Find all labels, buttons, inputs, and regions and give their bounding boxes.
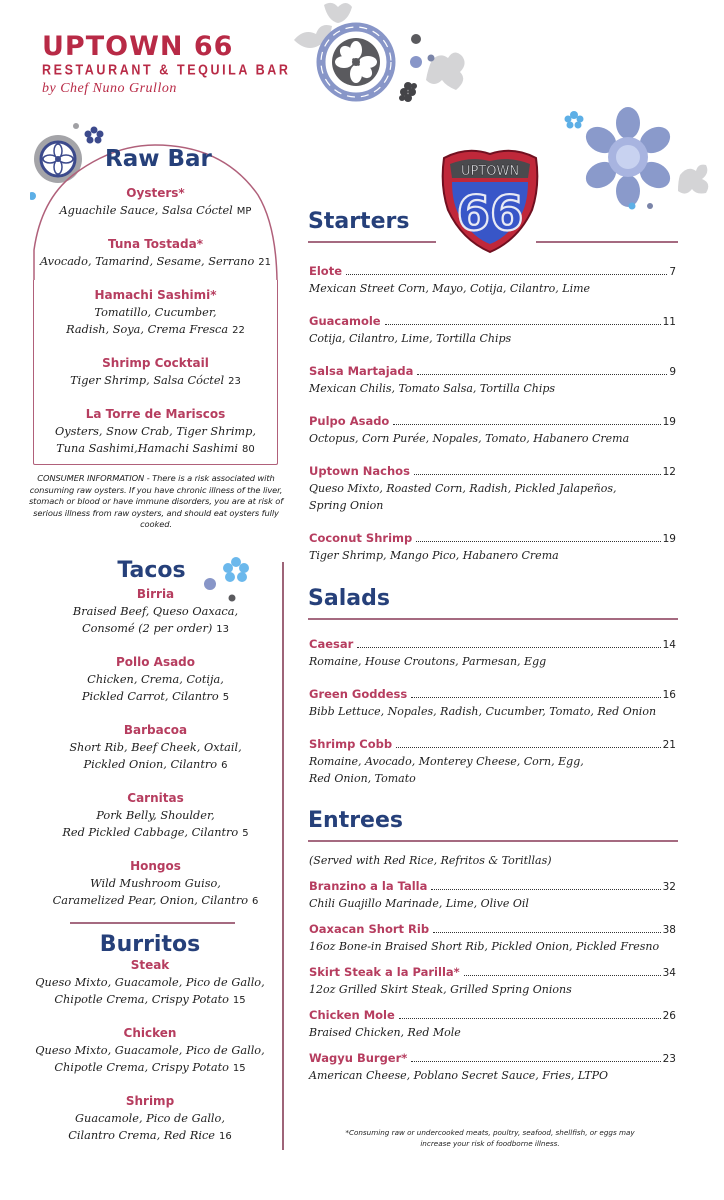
raw-bar-item: [33, 287, 278, 339]
item-price: 19: [662, 416, 676, 428]
logo-top-text: UPTOWN: [460, 164, 520, 179]
item-name: Carnitas: [127, 791, 184, 805]
item-desc: Wild Mushroom Guiso,: [90, 877, 221, 890]
burrito-item: [20, 1093, 280, 1145]
item-desc: Avocado, Tamarind, Sesame, Serrano: [39, 255, 255, 268]
item-desc: Queso Mixto, Guacamole, Pico de Gallo,: [35, 976, 265, 989]
item-name: La Torre de Mariscos: [85, 407, 226, 421]
item-name: Chicken: [123, 1026, 177, 1040]
tacos-title: Tacos: [117, 558, 186, 583]
divider: [70, 922, 235, 924]
item-name: Wagyu Burger*: [309, 1051, 408, 1065]
item-name: Chicken Mole: [309, 1008, 395, 1022]
item-name: Oysters*: [126, 186, 185, 200]
item-name: Pulpo Asado: [309, 414, 390, 428]
salad-item: [309, 636, 676, 670]
item-desc: Short Rib, Beef Cheek, Oxtail,: [69, 741, 242, 754]
leader-dots: [414, 474, 661, 475]
item-name: Hamachi Sashimi*: [94, 288, 217, 302]
flower-right-decoration-icon: [560, 105, 724, 215]
raw-bar-item: [33, 355, 278, 390]
item-name: Steak: [130, 958, 170, 972]
raw-bar-title: Raw Bar: [105, 146, 212, 172]
item-desc: Romaine, House Croutons, Parmesan, Egg: [309, 655, 547, 668]
leader-dots: [357, 647, 660, 648]
entree-item: [309, 878, 676, 912]
item-desc: Guacamole, Pico de Gallo,: [75, 1112, 225, 1125]
starters-title: Starters: [308, 209, 410, 234]
item-desc: Pickled Onion, Cilantro: [83, 758, 218, 771]
starter-item: [309, 413, 676, 447]
item-desc: Tuna Sashimi,Hamachi Sashimi: [56, 442, 239, 455]
item-desc: Queso Mixto, Roasted Corn, Radish, Pickled Jalapeños,: [309, 482, 617, 495]
brand-subtitle: RESTAURANT & TEQUILA BAR: [42, 62, 291, 79]
item-desc: Mexican Street Corn, Mayo, Cotija, Cilantro, Lime: [309, 282, 591, 295]
item-price: 19: [662, 533, 676, 545]
item-desc: 12oz Grilled Skirt Steak, Grilled Spring Onions: [309, 983, 572, 996]
item-name: Pollo Asado: [115, 655, 196, 669]
item-desc: Braised Beef, Queso Oaxaca,: [72, 605, 239, 618]
item-price: 80: [242, 444, 255, 455]
item-price: 14: [662, 639, 676, 651]
leader-dots: [346, 274, 667, 275]
leader-dots: [417, 374, 667, 375]
item-price: 12: [662, 466, 676, 478]
burritos-section: [20, 932, 280, 1145]
item-name: Salsa Martajada: [309, 364, 414, 378]
item-desc: Aguachile Sauce, Salsa Cóctel: [59, 204, 233, 217]
leader-dots: [416, 541, 660, 542]
entrees-rule: [308, 840, 678, 842]
item-price: 13: [216, 624, 230, 635]
item-desc: Radish, Soya, Crema Fresca: [66, 323, 229, 336]
item-desc: Mexican Chilis, Tomato Salsa, Tortilla Chips: [309, 382, 556, 395]
leader-dots: [431, 889, 660, 890]
item-desc: 16oz Bone-in Braised Short Rib, Pickled Onion, Pickled Fresno: [309, 940, 660, 953]
item-price: 32: [662, 881, 676, 893]
item-price: 5: [222, 692, 230, 703]
raw-bar-item: [33, 236, 278, 271]
item-name: Shrimp Cocktail: [102, 356, 209, 370]
item-desc: Bibb Lettuce, Nopales, Radish, Cucumber, Tomato, Red Onion: [309, 705, 657, 718]
item-name: Hongos: [130, 859, 181, 873]
leader-dots: [464, 975, 661, 976]
item-price: 5: [242, 828, 249, 839]
taco-item: [33, 654, 278, 706]
foodborne-illness-footnote: *Consuming raw or undercooked meats, poultry, seafood, shellfish, or eggs may increase your risk of foodborne illness.: [345, 1128, 635, 1148]
item-name: Guacamole: [309, 314, 381, 328]
item-desc: Cotija, Cilantro, Lime, Tortilla Chips: [309, 332, 512, 345]
item-price: 6: [252, 896, 259, 907]
item-name: Skirt Steak a la Parilla*: [309, 965, 460, 979]
item-price: 23: [662, 1053, 676, 1065]
entree-item: [309, 921, 676, 955]
starter-item: [309, 263, 676, 297]
item-desc: Consomé (2 per order): [81, 622, 213, 635]
item-desc: Chipotle Crema, Crispy Potato: [54, 993, 229, 1006]
item-desc: Romaine, Avocado, Monterey Cheese, Corn, Egg,: [309, 755, 584, 768]
item-desc: Pork Belly, Shoulder,: [96, 809, 215, 822]
item-desc: Pickled Carrot, Cilantro: [81, 690, 219, 703]
raw-bar-item: [33, 406, 278, 458]
item-price: 16: [218, 1131, 232, 1142]
item-desc: Caramelized Pear, Onion, Cilantro: [52, 894, 249, 907]
item-price: MP: [236, 206, 252, 217]
leader-dots: [411, 1061, 660, 1062]
leader-dots: [385, 324, 661, 325]
brand-title: UPTOWN 66: [42, 31, 234, 62]
entree-item: [309, 1050, 676, 1084]
uptown-66-shield-logo: [436, 146, 544, 254]
burrito-item: [20, 957, 280, 1009]
starters-rule-left: [308, 241, 436, 243]
item-price: 16: [662, 689, 676, 701]
item-name: Shrimp: [125, 1094, 175, 1108]
item-price: 9: [669, 366, 676, 378]
item-name: Caesar: [309, 637, 354, 651]
item-desc: Chili Guajillo Marinade, Lime, Olive Oil: [309, 897, 529, 910]
item-desc: Red Pickled Cabbage, Cilantro: [62, 826, 239, 839]
leader-dots: [396, 747, 661, 748]
leader-dots: [399, 1018, 661, 1019]
burritos-title: Burritos: [99, 932, 201, 957]
brand-chef: by Chef Nuno Grullon: [42, 81, 177, 96]
item-name: Birria: [136, 587, 175, 601]
item-price: 23: [228, 376, 241, 387]
item-desc: Queso Mixto, Guacamole, Pico de Gallo,: [35, 1044, 265, 1057]
item-name: Green Goddess: [309, 687, 408, 701]
flower-cluster-decoration-icon: [284, 0, 484, 110]
item-price: 26: [662, 1010, 676, 1022]
salads-rule: [308, 618, 678, 620]
item-desc: Red Onion, Tomato: [309, 772, 416, 785]
item-desc: Chicken, Crema, Cotija,: [87, 673, 224, 686]
salad-item: [309, 736, 676, 787]
raw-bar-list: [33, 185, 278, 458]
item-price: 21: [258, 257, 271, 268]
item-desc: Tiger Shrimp, Mango Pico, Habanero Crema: [309, 549, 559, 562]
item-name: Oaxacan Short Rib: [309, 922, 430, 936]
item-name: Shrimp Cobb: [309, 737, 393, 751]
item-price: 34: [662, 967, 676, 979]
taco-item: [33, 858, 278, 910]
item-name: Uptown Nachos: [309, 464, 410, 478]
starter-item: [309, 463, 676, 514]
leader-dots: [433, 932, 661, 933]
item-name: Coconut Shrimp: [309, 531, 413, 545]
consumer-information: CONSUMER INFORMATION - There is a risk associated with consuming raw oysters. If you have chronic illness of the liver, stomach or blood or have immune disorders, you are at risk of serious illness from raw oysters, and should eat oysters fully cooked.: [28, 473, 284, 530]
starters-rule-right: [536, 241, 678, 243]
item-desc: Cilantro Crema, Red Rice: [68, 1129, 215, 1142]
entree-item: [309, 964, 676, 998]
item-price: 38: [662, 924, 676, 936]
item-desc: Spring Onion: [309, 499, 384, 512]
starter-item: [309, 530, 676, 564]
raw-bar-item: [33, 185, 278, 220]
item-name: Barbacoa: [123, 723, 188, 737]
burrito-item: [20, 1025, 280, 1077]
item-price: 15: [232, 995, 246, 1006]
column-divider: [282, 562, 284, 1150]
starter-item: [309, 363, 676, 397]
item-name: Branzino a la Talla: [309, 879, 428, 893]
item-price: 11: [662, 316, 676, 328]
taco-item: [33, 722, 278, 774]
entree-item: [309, 1007, 676, 1041]
starter-item: [309, 313, 676, 347]
item-name: Elote: [309, 264, 342, 278]
tacos-section: [33, 558, 278, 910]
item-price: 6: [221, 760, 228, 771]
item-desc: Tomatillo, Cucumber,: [94, 306, 217, 319]
leader-dots: [393, 424, 660, 425]
item-desc: Braised Chicken, Red Mole: [309, 1026, 461, 1039]
item-price: 15: [232, 1063, 246, 1074]
item-desc: Chipotle Crema, Crispy Potato: [54, 1061, 229, 1074]
item-desc: American Cheese, Poblano Secret Sauce, Fries, LTPO: [309, 1069, 608, 1082]
item-desc: Octopus, Corn Purée, Nopales, Tomato, Habanero Crema: [309, 432, 630, 445]
item-price: 21: [662, 739, 676, 751]
item-name: Tuna Tostada*: [107, 237, 203, 251]
salad-item: [309, 686, 676, 720]
item-price: 22: [232, 325, 245, 336]
taco-item: [33, 790, 278, 842]
entrees-note: (Served with Red Rice, Refritos & Toritllas): [309, 854, 552, 867]
brand-header: [42, 33, 291, 97]
item-price: 7: [669, 266, 676, 278]
entrees-title: Entrees: [308, 808, 403, 833]
item-desc: Tiger Shrimp, Salsa Cóctel: [70, 374, 225, 387]
taco-item: [33, 586, 278, 638]
salads-title: Salads: [308, 586, 390, 611]
leader-dots: [411, 697, 660, 698]
logo-number: 66: [456, 186, 524, 242]
item-desc: Oysters, Snow Crab, Tiger Shrimp,: [55, 425, 256, 438]
